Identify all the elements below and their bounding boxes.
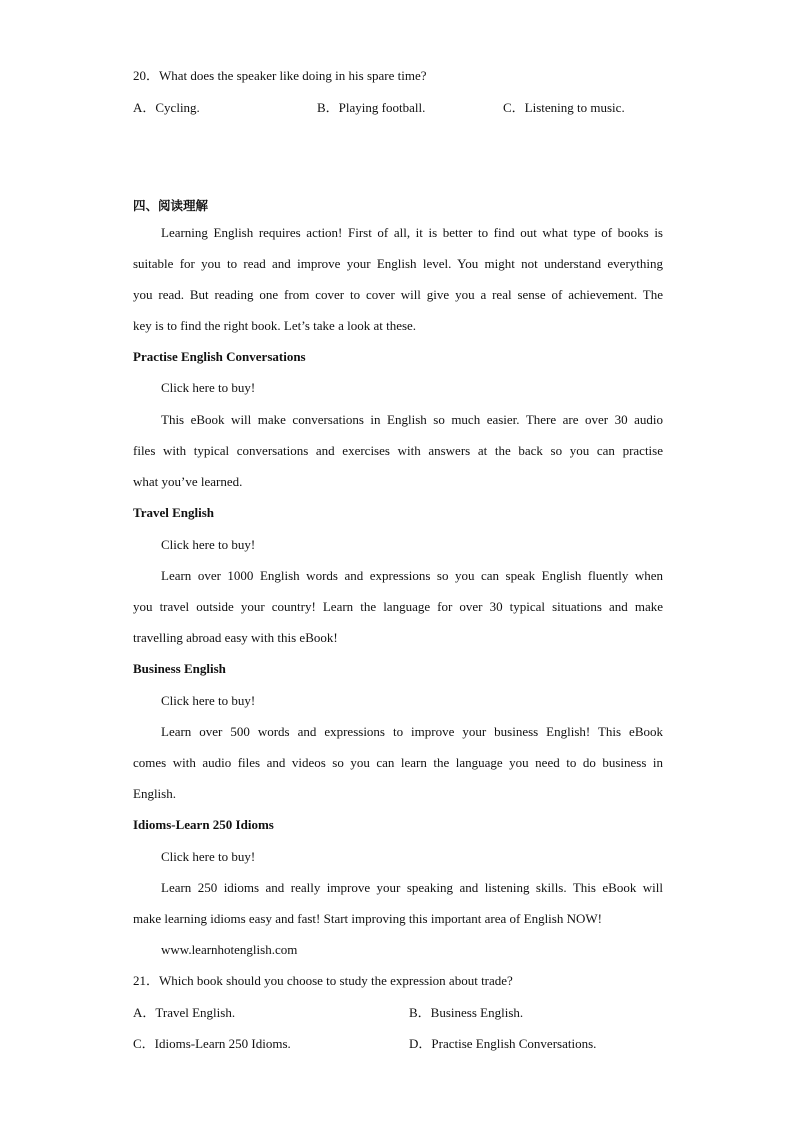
book-title: Practise English Conversations bbox=[133, 349, 306, 364]
book-description-line: This eBook will make conversations in English so much easier. There are over 30 audio bbox=[161, 412, 663, 427]
intro-line: you read. But reading one from cover to cover will give you a real sense of achievement. The bbox=[133, 287, 663, 302]
book-description-line: travelling abroad easy with this eBook! bbox=[133, 630, 338, 645]
book-description-line: Learn over 1000 English words and expressions so you can speak English fluently when bbox=[161, 568, 663, 583]
buy-link: Click here to buy! bbox=[161, 537, 256, 552]
book-description-line: you travel outside your country! Learn the language for over 30 typical situations and make bbox=[133, 599, 663, 614]
intro-line: suitable for you to read and improve your English level. You might not understand everything bbox=[133, 256, 663, 271]
question-21-option-c: C．Idioms-Learn 250 Idioms. bbox=[133, 1036, 291, 1051]
intro-line: key is to find the right book. Let’s take a look at these. bbox=[133, 318, 417, 333]
website-link: www.learnhotenglish.com bbox=[161, 942, 298, 957]
intro-line: Learning English requires action! First of all, it is better to find out what type of books is bbox=[161, 225, 663, 240]
book-description-line: files with typical conversations and exercises with answers at the back so you can practise bbox=[133, 443, 663, 458]
book-title: Business English bbox=[133, 661, 226, 676]
book-description-line: comes with audio files and videos so you can learn the language you need to do business in bbox=[133, 755, 663, 770]
book-description-line: English. bbox=[133, 786, 176, 801]
question-20-option-b: B．Playing football. bbox=[317, 100, 426, 115]
book-description-line: make learning idioms easy and fast! Start improving this important area of English NOW! bbox=[133, 911, 602, 926]
buy-link: Click here to buy! bbox=[161, 849, 256, 864]
question-21-option-a: A．Travel English. bbox=[133, 1005, 236, 1020]
book-description-line: Learn 250 idioms and really improve your speaking and listening skills. This eBook will bbox=[161, 880, 663, 895]
book-description-line: what you’ve learned. bbox=[133, 474, 243, 489]
question-21-stem: 21．Which book should you choose to study the expression about trade? bbox=[133, 973, 513, 988]
book-description-line: Learn over 500 words and expressions to improve your business English! This eBook bbox=[161, 724, 663, 739]
question-21-option-b: B．Business English. bbox=[409, 1005, 524, 1020]
buy-link: Click here to buy! bbox=[161, 380, 256, 395]
question-21-option-d: D．Practise English Conversations. bbox=[409, 1036, 597, 1051]
question-20-option-c: C．Listening to music. bbox=[503, 100, 625, 115]
book-title: Travel English bbox=[133, 505, 215, 520]
book-title: Idioms-Learn 250 Idioms bbox=[133, 817, 274, 832]
question-20-option-a: A．Cycling. bbox=[133, 100, 200, 115]
buy-link: Click here to buy! bbox=[161, 693, 256, 708]
question-20-stem: 20．What does the speaker like doing in his spare time? bbox=[133, 68, 427, 83]
section-title: 四、阅读理解 bbox=[133, 198, 209, 213]
